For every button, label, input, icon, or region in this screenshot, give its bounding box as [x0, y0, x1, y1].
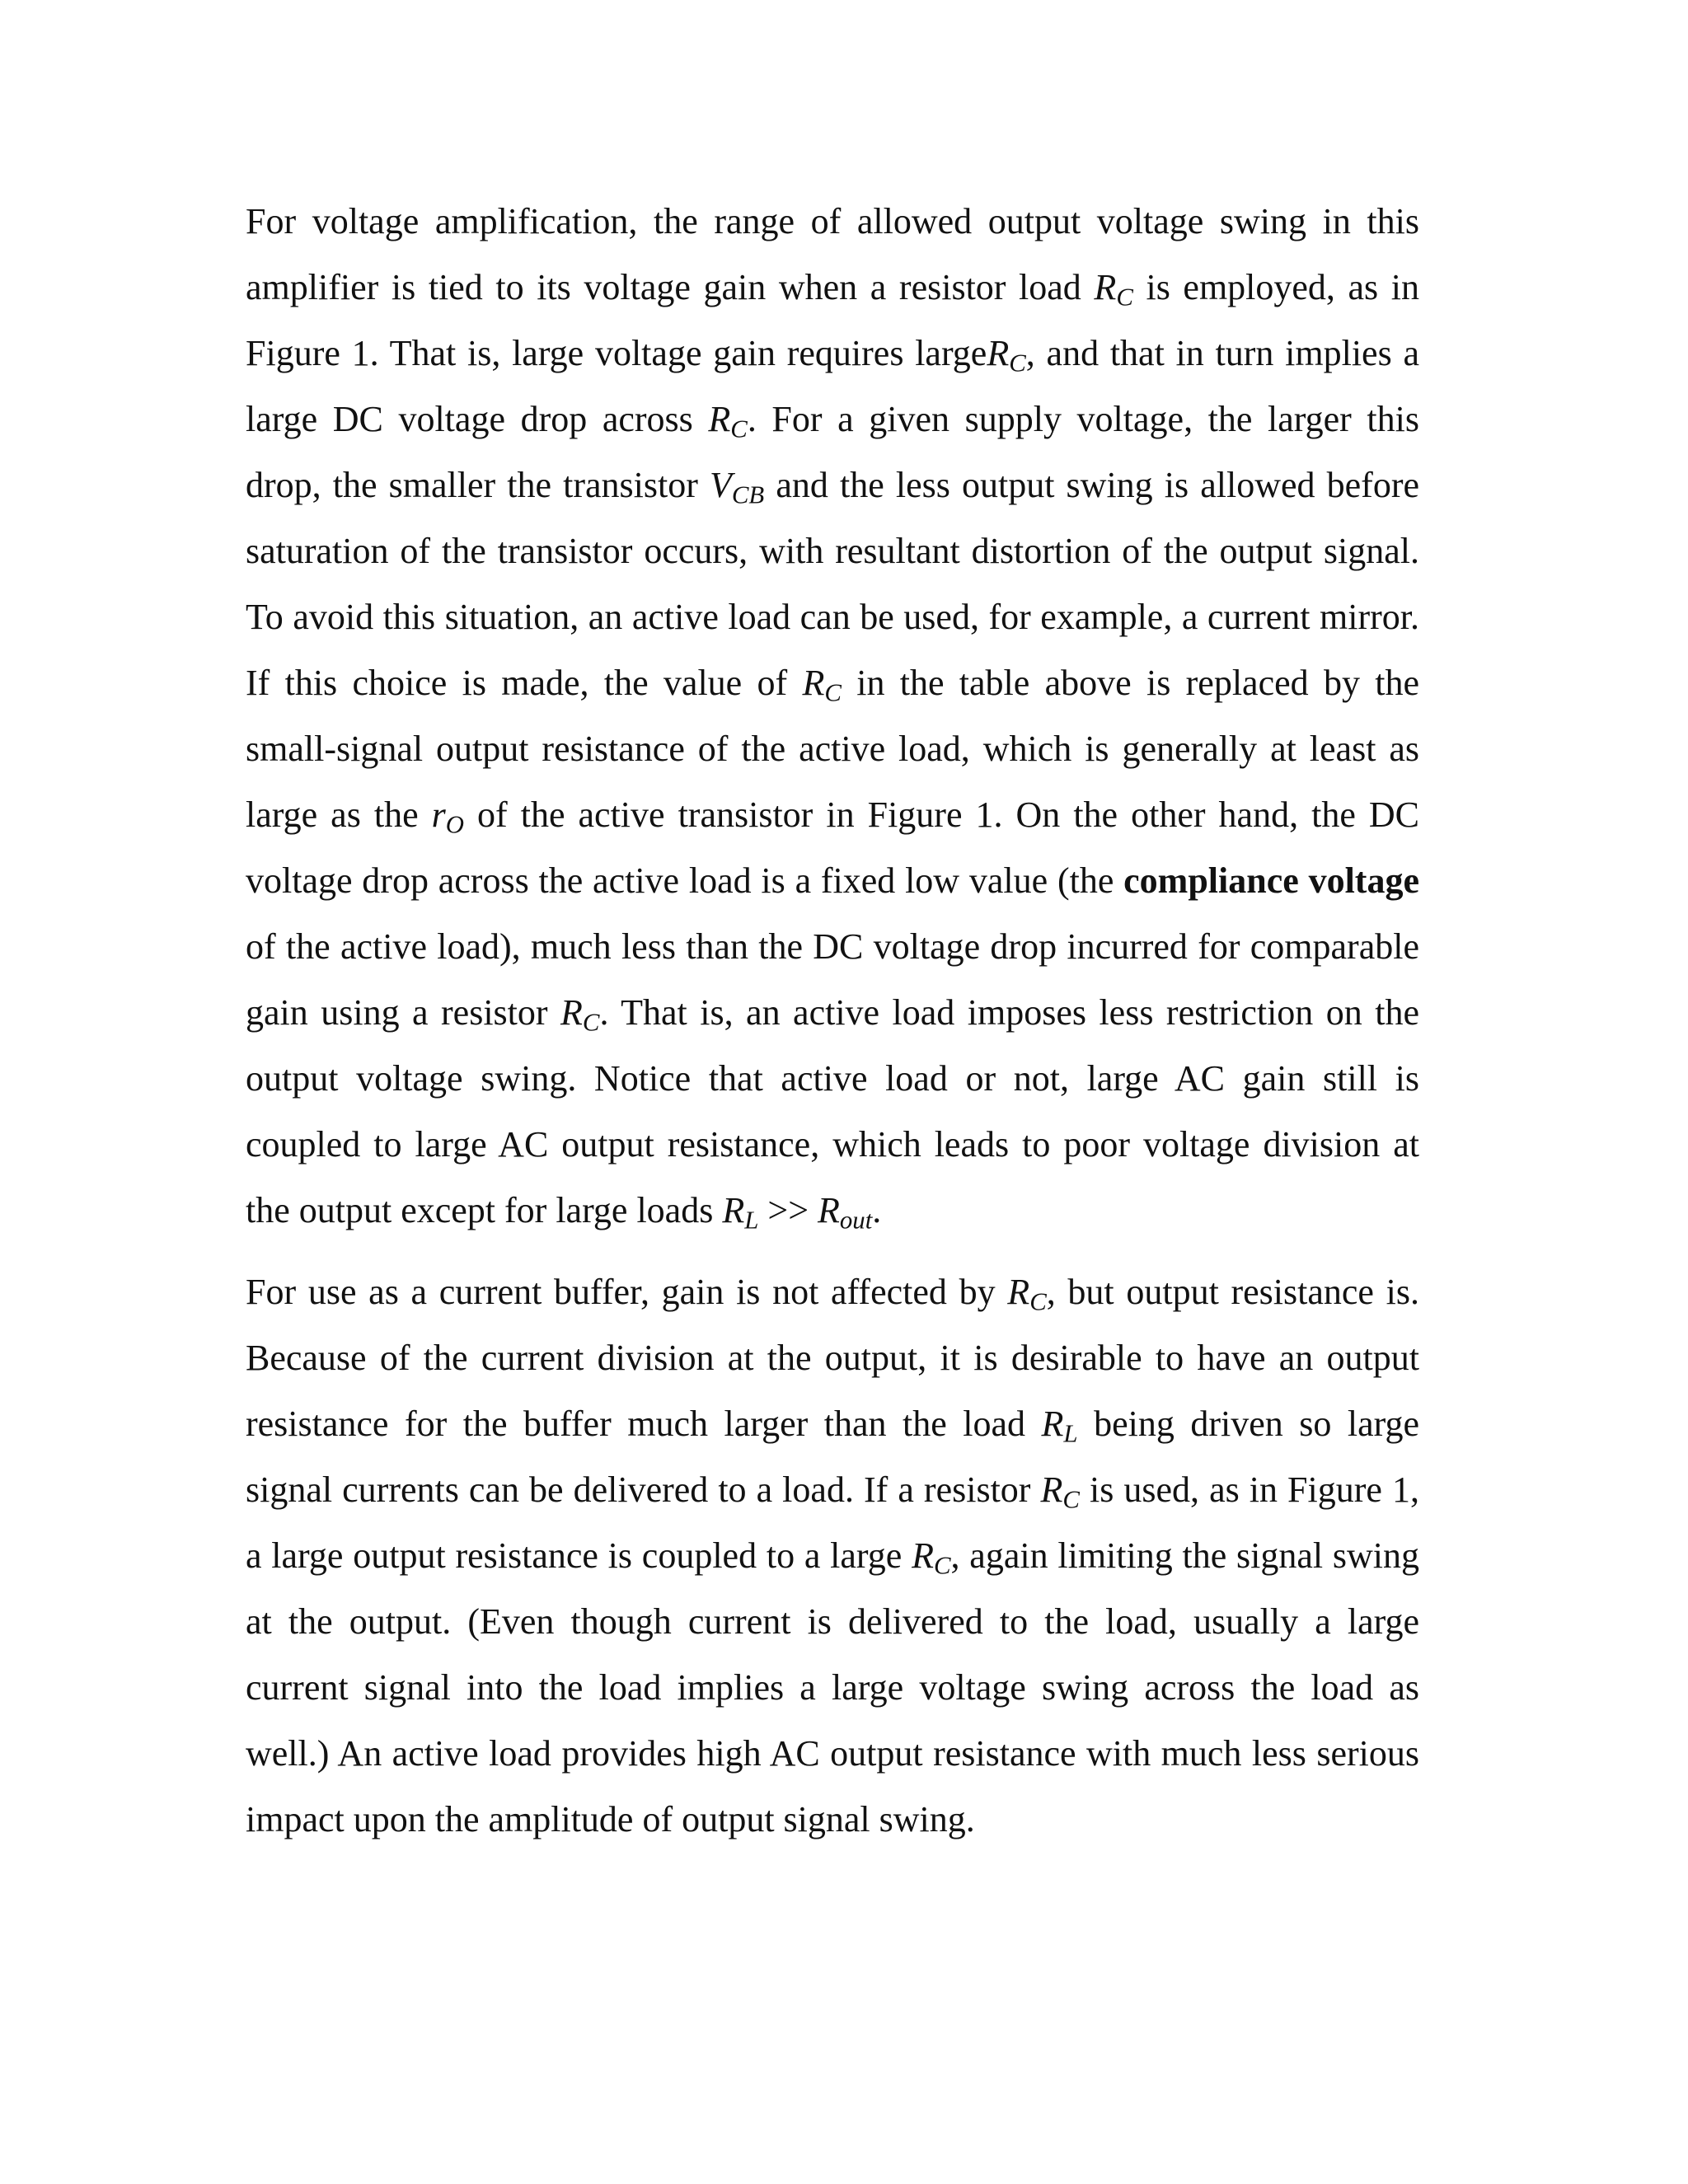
paragraph-1 — [246, 189, 1419, 1244]
text-run: , again limiting the signal swing at the output. (Even though current is delivered to the load, usually a large current signal into the load implies a large voltage swing across the load as well.) An active load provides high AC output resistance with much less serious impact upon the amplitude of output signal swing. — [246, 1535, 1420, 1840]
text-run: is employed, as in Figure 1. That is, large voltage gain requires large — [246, 267, 1420, 373]
math-rc: $R_C$ — [1040, 1469, 1080, 1514]
text-run: . For a given supply voltage, the larger this drop, the smaller the transistor — [246, 399, 1419, 505]
text-run: of the active transistor in Figure 1. On the other hand, the DC voltage drop across the active load is a fixed low value (the — [246, 794, 1420, 901]
text-run: For voltage amplification, the range of allowed output voltage swing in this amplifier is tied to its voltage gain when a resistor load — [246, 201, 1419, 307]
text-run: in the table above is replaced by the small-signal output resistance of the active load, which is generally at least as large as the — [246, 663, 1419, 835]
math-rl: $R_L$ — [1041, 1404, 1078, 1448]
text-run: being driven so large signal currents can be delivered to a load. If a resistor — [246, 1404, 1419, 1510]
math-rc: $R_C$ — [802, 663, 842, 707]
math-rc: $R_C$ — [560, 992, 600, 1037]
math-rc: $R_C$ — [708, 399, 748, 443]
text-run: of the active load), much less than the DC voltage drop incurred for comparable gain using a resistor — [246, 926, 1419, 1033]
math-rc: $R_C$ — [1007, 1272, 1047, 1316]
text-run: . — [872, 1190, 882, 1230]
math-rc: $R_C$ — [987, 333, 1026, 377]
body-text — [246, 189, 1419, 1853]
text-run: For use as a current buffer, gain is not affected by — [246, 1272, 1008, 1312]
text-run: and the less output swing is allowed before saturation of the transistor occurs, with resultant distortion of the output signal. To avoid this situation, an active load can be used, for example, a current mirror. If this choice is made, the value of — [246, 465, 1420, 703]
bold-term-compliance-voltage: compliance voltage — [1123, 860, 1419, 901]
paragraph-2 — [246, 1259, 1419, 1853]
text-run: , but output resistance is. Because of the current division at the output, it is desirable to have an output resistance for the buffer much larger than the load — [246, 1272, 1419, 1444]
text-run: , and that in turn implies a large DC voltage drop across — [246, 333, 1419, 439]
text-run: . That is, an active load imposes less restriction on the output voltage swing. Notice that active load or not, large AC gain still is coupled to large AC output resistance, which leads to poor voltage division at the output except for large loads — [246, 992, 1419, 1230]
math-ro: $r_O$ — [431, 794, 465, 839]
text-run: >> — [758, 1190, 818, 1230]
math-rl: $R_L$ — [722, 1190, 759, 1235]
text-run: is used, as in Figure 1, a large output resistance is coupled to a large — [246, 1469, 1419, 1576]
math-vcb: $V_{CB}$ — [710, 465, 765, 509]
math-rc: $R_C$ — [912, 1535, 951, 1580]
math-rout: $R_{out}$ — [818, 1190, 873, 1235]
math-rc: $R_C$ — [1094, 267, 1133, 312]
